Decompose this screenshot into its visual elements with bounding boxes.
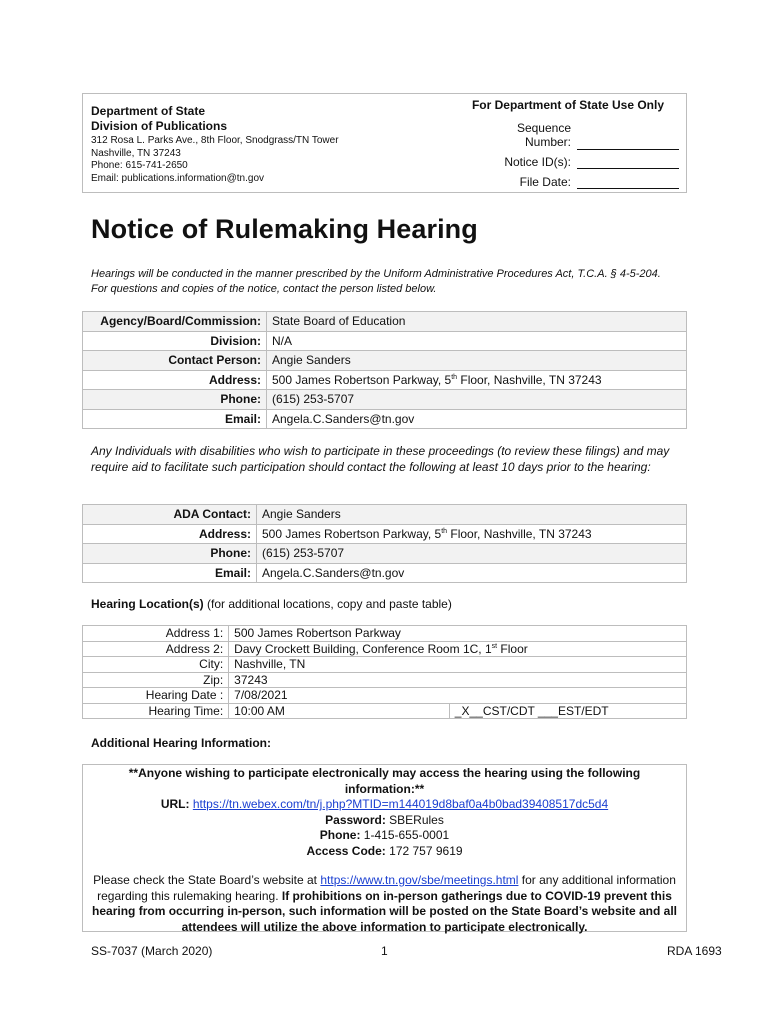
address-part: 500 James Robertson Parkway, 5 [262,526,442,541]
contact-person-value: Angie Sanders [267,351,687,371]
address-part: Floor, Nashville, TN 37243 [447,526,592,541]
address-1-label: Address 1: [83,626,229,642]
table-row [83,563,687,583]
website-paragraph-text: Please check the State Board’s website at [93,873,321,887]
state-use-header [82,93,687,193]
rda-number: RDA 1693 [667,944,722,958]
table-row [83,544,687,564]
sequence-label [463,121,571,149]
department-address-line-2: Nashville, TN 37243 [91,147,181,159]
table-row [83,672,687,688]
table-row [83,524,687,544]
ada-contact-value: Angie Sanders [257,505,687,525]
file-date-label: File Date: [519,175,571,189]
state-use-only-section [455,98,681,113]
sequence-label-line-2: Number: [524,135,571,149]
password-label: Password: [325,812,386,827]
division-label: Division: [83,331,267,351]
covid-notice: If prohibitions on in-person gatherings due to COVID-19 prevent this hearing from occurring in-person, such information will be posted on the State Board’s website and all attendees will utilize the above information to participate electronically. [92,888,677,934]
division-value: N/A [267,331,687,351]
form-id: SS-7037 (March 2020) [91,944,213,958]
table-row [83,370,687,390]
table-row [83,657,687,673]
website-paragraph-text: for any additional information regarding this rulemaking hearing. [97,873,676,903]
notice-id-label: Notice ID(s): [504,155,571,169]
table-row [83,390,687,410]
address-2-label: Address 2: [83,641,229,657]
ada-note: Any Individuals with disabilities who wish to participate in these proceedings (to review these filings) and may require aid to facilitate such participation should contact the following at least 10 days prior to the hearing: [91,444,670,474]
department-info [91,104,391,185]
ada-phone-value: (615) 253-5707 [257,544,687,564]
table-row [83,409,687,429]
phone-value: (615) 253-5707 [267,390,687,410]
division-name: Division of Publications [91,119,228,133]
state-use-only-heading: For Department of State Use Only [471,98,665,112]
notice-id-field[interactable] [577,168,679,169]
ada-phone-label: Phone: [83,544,257,564]
contact-person-label: Contact Person: [83,351,267,371]
password-value: SBERules [385,812,444,827]
address-2-value [229,641,687,657]
zip-label: Zip: [83,672,229,688]
hearing-date-label: Hearing Date : [83,688,229,704]
address-part: Davy Crockett Building, Conference Room 1C, 1 [234,641,492,656]
city-value: Nashville, TN [229,657,687,673]
electronic-access-note: **Anyone wishing to participate electronically may access the hearing using the following information:** [128,766,641,796]
page-number: 1 [381,944,388,958]
city-label: City: [83,657,229,673]
additional-info-box [82,764,687,932]
url-label: URL: [160,797,190,811]
table-row [83,351,687,371]
email-label: Email: [83,409,267,429]
intro-text [91,267,691,297]
hearing-location-heading [91,597,452,611]
access-code-label: Access Code: [306,843,386,858]
hearing-time-value: 10:00 AM [229,703,450,719]
table-row [83,505,687,525]
hearing-location-table [82,625,687,719]
email-value: Angela.C.Sanders@tn.gov [267,409,687,429]
table-row [83,703,687,719]
password-line [83,813,686,829]
address-superscript: th [441,527,448,535]
agency-value: State Board of Education [267,312,687,332]
agency-label: Agency/Board/Commission: [83,312,267,332]
department-address-line-1: 312 Rosa L. Parks Ave., 8th Floor, Snodgrass/TN Tower [91,135,339,146]
table-row [83,626,687,642]
file-date-field[interactable] [577,188,679,189]
sequence-label-line-1: Sequence [516,121,571,135]
address-superscript: st [491,642,498,650]
state-board-website-link[interactable]: https://www.tn.gov/sbe/meetings.html [320,873,519,887]
table-row [83,331,687,351]
zip-value: 37243 [229,672,687,688]
address-value [267,370,687,390]
phone-line [83,828,686,844]
address-part: 500 James Robertson Parkway, 5 [272,372,452,387]
address-label: Address: [83,370,267,390]
phone-line-label: Phone: [319,828,361,842]
table-row [83,312,687,332]
ada-contact-table [82,504,687,583]
agency-contact-table [82,311,687,429]
ada-contact-label: ADA Contact: [83,505,257,525]
table-row [83,641,687,657]
phone-line-value: 1-415-655-0001 [360,828,450,842]
department-phone: Phone: 615-741-2650 [91,160,188,171]
access-code-line [83,844,686,860]
hearing-location-heading-bold: Hearing Location(s) [91,597,204,611]
website-paragraph [83,873,686,935]
ada-address-label: Address: [83,524,257,544]
access-code-value: 172 757 9619 [385,843,463,858]
address-1-value: 500 James Robertson Parkway [229,626,687,642]
url-line [83,797,686,813]
ada-email-value: Angela.C.Sanders@tn.gov [257,563,687,583]
ada-address-value [257,524,687,544]
page-title: Notice of Rulemaking Hearing [91,214,478,244]
hearing-date-value: 7/08/2021 [229,688,687,704]
sequence-number-field[interactable] [577,149,679,150]
intro-line-2: For questions and copies of the notice, contact the person listed below. [91,283,437,295]
table-row [83,688,687,704]
ada-email-label: Email: [83,563,257,583]
address-part: Floor, Nashville, TN 37243 [457,372,602,387]
department-email: Email: publications.information@tn.gov [91,172,265,184]
address-superscript: th [451,373,458,381]
hearing-location-heading-note: (for additional locations, copy and paste table) [203,597,452,611]
time-zone-value: _X__CST/CDT ___EST/EDT [449,703,686,719]
hearing-time-label: Hearing Time: [83,703,229,719]
address-part: Floor [497,641,528,656]
phone-label: Phone: [83,390,267,410]
webex-link[interactable]: https://tn.webex.com/tn/j.php?MTID=m144019d8baf0a4b0bad39408517dc5d4 [192,797,609,811]
department-name: Department of State [91,104,206,118]
additional-info-heading: Additional Hearing Information: [91,736,271,750]
intro-line-1: Hearings will be conducted in the manner prescribed by the Uniform Administrative Procedures Act, T.C.A. § 4-5-204. [91,268,661,280]
